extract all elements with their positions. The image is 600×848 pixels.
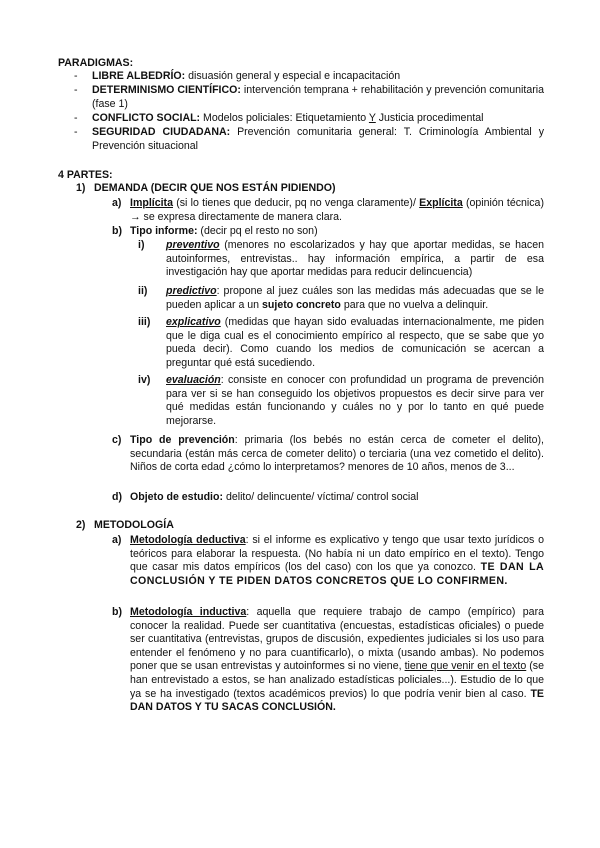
item-text: (decir pq el resto no son) <box>197 225 318 237</box>
sub-text: (menores no escolarizados y hay que aportar medidas, se hacen autoinformes, entrevistas.. hay información empírica, a partir de esa investigación hay que aportar medidas para reducir delincuencia) <box>166 239 544 279</box>
paradigmas-heading: PARADIGMAS: <box>58 57 134 69</box>
sub-text: (medidas que hayan sido evaluadas internacionalmente, me piden que le diga cual es el conocimiento empírico al respecto, que se sabe que yo pueda decir). Como cuando los medios de comunicación se acercan a preguntar qué está sucediendo. <box>166 316 544 369</box>
sub-text: : propone al juez cuáles son las medidas más adecuadas que se le pueden aplicar a un <box>166 285 544 311</box>
item-marker: c) <box>112 434 122 446</box>
section-demanda <box>76 182 546 196</box>
bullet-dash: - <box>74 112 78 124</box>
sub-marker: iv) <box>138 374 151 386</box>
sub-item <box>138 285 544 312</box>
bullet-dash: - <box>74 70 78 82</box>
paradigma-desc: Prevención comunitaria general: T. Criminología Ambiental y Prevención situacional <box>92 126 544 152</box>
list-item <box>112 197 544 224</box>
paradigma-desc: Modelos policiales: Etiquetamiento <box>200 112 369 124</box>
list-item <box>112 606 544 715</box>
sub-term: preventivo <box>166 239 220 251</box>
item-label: Objeto de estudio: <box>130 491 223 503</box>
paradigma-term: SEGURIDAD CIUDADANA: <box>92 126 231 138</box>
section-title: METODOLOGÍA <box>94 519 174 531</box>
sub-marker: ii) <box>138 285 148 297</box>
paradigma-term: DETERMINISMO CIENTÍFICO: <box>92 84 241 96</box>
section-number: 2) <box>76 519 86 531</box>
paradigma-term: LIBRE ALBEDRÍO: <box>92 70 186 82</box>
paradigma-desc: disuasión general y especial e incapacitación <box>185 70 401 82</box>
sub-item <box>138 316 544 370</box>
item-underlined: tiene que venir en el texto <box>404 660 527 673</box>
sub-text: para que no vuelva a delinquir. <box>340 298 489 311</box>
item-label: Tipo de prevención <box>130 434 235 446</box>
sub-marker: i) <box>138 239 145 251</box>
bullet-dash: - <box>74 126 78 138</box>
item-text: (opinión técnica) → se expresa directamente de manera clara. <box>130 197 544 223</box>
term-deductiva: Metodología deductiva <box>130 534 246 546</box>
sub-term: evaluación <box>166 374 221 386</box>
section-number: 1) <box>76 182 86 194</box>
sub-item <box>138 239 544 280</box>
term-explicita: Explícita <box>419 197 463 209</box>
item-text: (si lo tienes que deducir, pq no venga claramente)/ <box>172 197 420 209</box>
item-marker: b) <box>112 606 122 618</box>
bullet-dash: - <box>74 84 78 96</box>
item-bold-conclusion: TE DAN LA CONCLUSIÓN Y TE PIDEN DATOS CONCRETOS QUE LO CONFIRMEN. <box>130 561 544 587</box>
list-item <box>112 225 544 239</box>
paradigma-item <box>74 70 544 84</box>
partes-heading: 4 PARTES: <box>58 169 113 181</box>
section-title: DEMANDA (DECIR QUE NOS ESTÁN PIDIENDO) <box>94 182 336 194</box>
paradigma-desc-underlined: Y <box>368 112 376 124</box>
sub-marker: iii) <box>138 316 151 328</box>
sub-term: predictivo <box>166 285 217 297</box>
list-item <box>112 434 544 475</box>
item-bold-conclusion: TE DAN DATOS Y TU SACAS CONCLUSIÓN. <box>130 687 544 714</box>
sub-bold: sujeto concreto <box>262 298 341 311</box>
item-text: : primaria (los bebés no están cerca de cometer el delito), secundaria (están más cerca de cometer delito) o terciaria (una vez cometido el delito). Niños de corta edad ¿cómo lo interpretamos? menores de 10 años, menos de 3... <box>130 434 544 474</box>
section-metodologia <box>76 519 546 533</box>
list-item <box>112 534 544 588</box>
item-label: Tipo informe: <box>130 225 198 237</box>
item-marker: d) <box>112 491 122 503</box>
paradigma-item <box>74 112 544 126</box>
sub-item <box>138 374 544 428</box>
item-marker: a) <box>112 197 122 209</box>
item-text: (se han entrevistado a estos, se han analizado estadísticas policiales...). Estudio de lo que ya se ha investigado (textos académicos previos) lo que podría venir bien al caso. <box>130 660 544 700</box>
term-implicita: Implícita <box>130 197 173 209</box>
list-item <box>112 491 544 505</box>
item-marker: b) <box>112 225 122 237</box>
sub-text: : consiste en conocer con profundidad un programa de prevención para ver si se han conseguido los objetivos propuestos es decir sirve para ver qué medidas están funcionando y cuáles no y por lo tanto en qué puede mejorarse. <box>166 374 544 427</box>
item-marker: a) <box>112 534 122 546</box>
sub-term: explicativo <box>166 316 221 328</box>
paradigma-item <box>74 126 544 153</box>
item-text: : si el informe es explicativo y tengo que usar texto jurídicos o teóricos para elaborar la respuesta. (No había ni un dato empírico en el texto). Tengo que casar mis datos empíricos (los del caso) con los que ya conozco. <box>130 534 545 574</box>
item-text: : aquella que requiere trabajo de campo (empírico) para conocer la realidad. Puede ser cuantitativa (encuestas, estadísticas oficiales) o puede ser cuantitativa (entrevistas, grupos de discusión, expedientes judiciales si los uso para entender el fenómeno y no para cuantificarlo), o mixta (usando ambas). No podemos poner que se usan entrevistas y autoinformes si no viene, <box>130 606 544 673</box>
paradigma-term: CONFLICTO SOCIAL: <box>92 112 201 124</box>
paradigma-desc: intervención temprana + rehabilitación y prevención comunitaria (fase 1) <box>92 84 544 110</box>
item-text: delito/ delincuente/ víctima/ control social <box>223 491 419 503</box>
term-inductiva: Metodología inductiva <box>130 606 247 618</box>
paradigma-desc: Justicia procedimental <box>375 112 484 124</box>
paradigma-item <box>74 84 544 111</box>
